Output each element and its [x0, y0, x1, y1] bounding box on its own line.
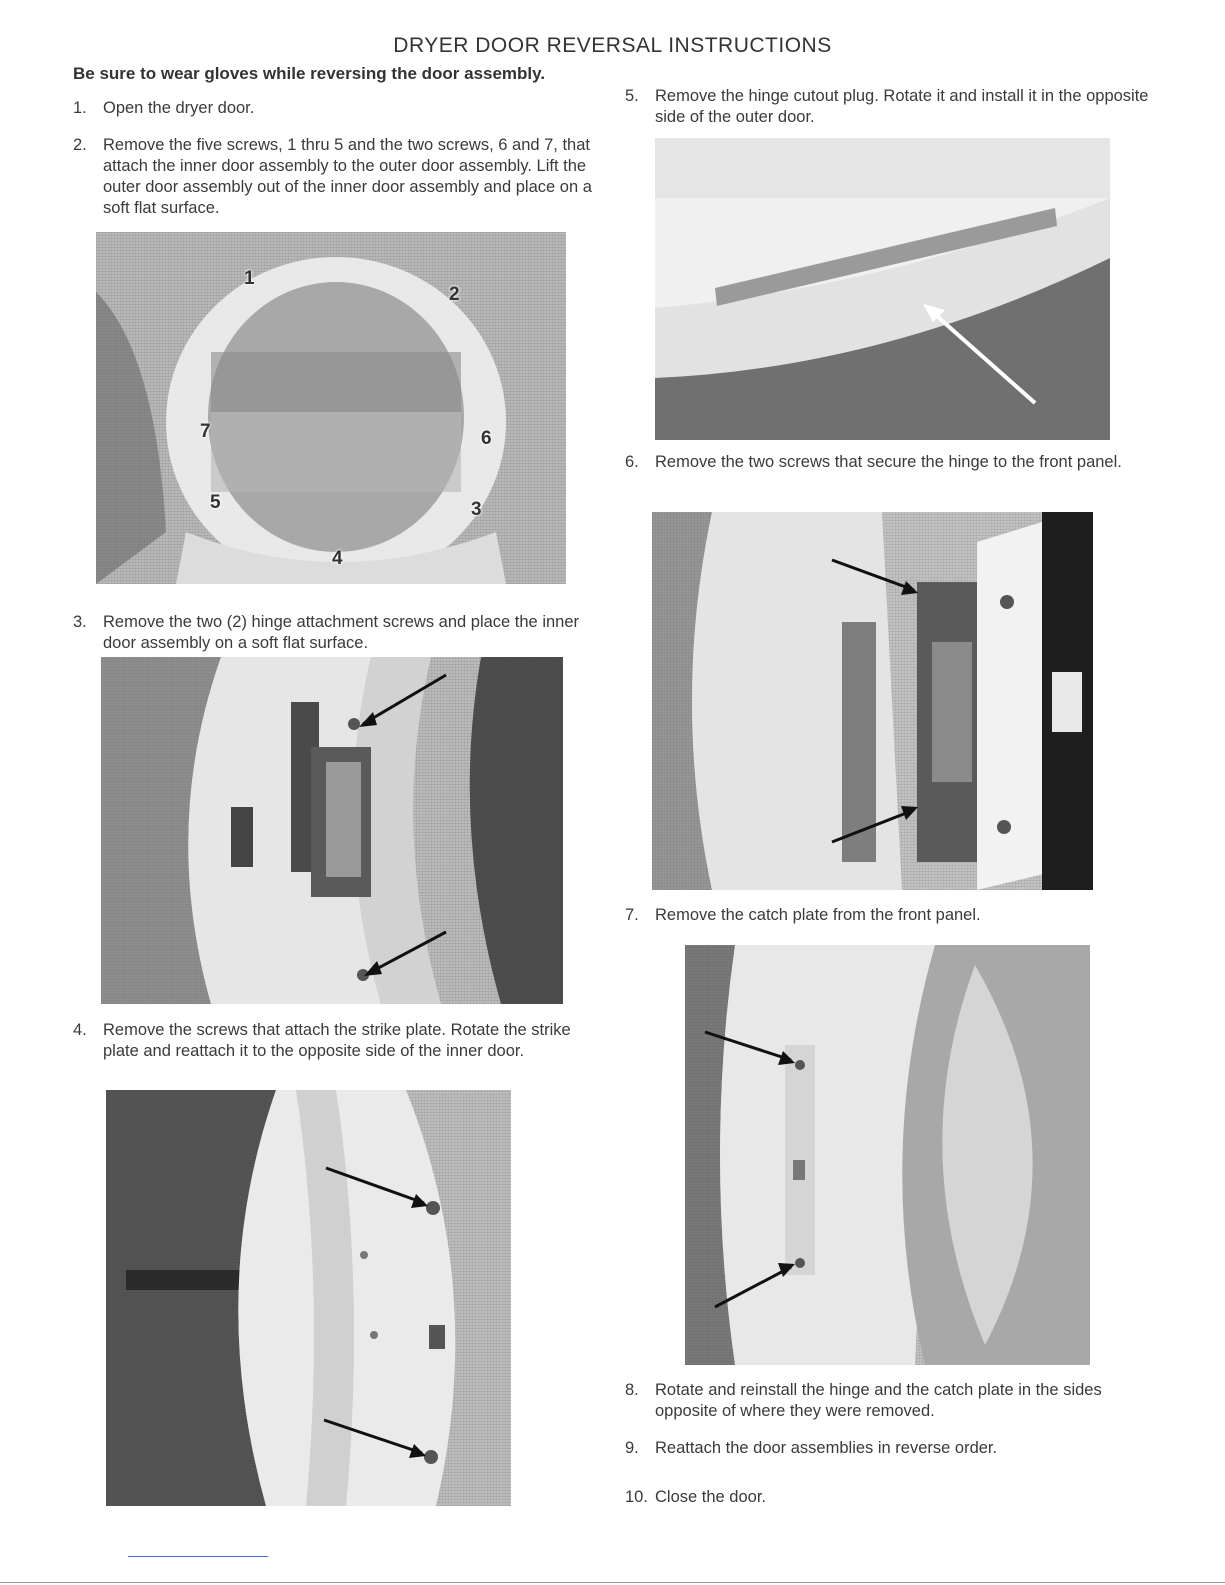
- step-text: Remove the hinge cutout plug. Rotate it and install it in the opposite side of the outer door.: [655, 87, 1149, 126]
- step-text: Remove the two screws that secure the hinge to the front panel.: [655, 453, 1122, 471]
- callout-4: 4: [332, 548, 343, 569]
- page-title: DRYER DOOR REVERSAL INSTRUCTIONS: [393, 34, 832, 57]
- step-number: 8.: [625, 1381, 639, 1399]
- photo-door-screws: [96, 232, 566, 584]
- step-5: [625, 86, 1165, 128]
- step-number: 1.: [73, 99, 87, 117]
- photo-hinge-screws: [101, 657, 563, 1004]
- callout-7: 7: [200, 421, 211, 442]
- step-text: Open the dryer door.: [103, 99, 255, 117]
- step-text: Remove the screws that attach the strike plate. Rotate the strike plate and reattach it to the opposite side of the inner door.: [103, 1021, 571, 1060]
- footer-line: [128, 1556, 268, 1557]
- step-3: [73, 612, 603, 654]
- step-10: [625, 1487, 1165, 1508]
- step-number: 2.: [73, 136, 87, 154]
- callout-3: 3: [471, 499, 482, 520]
- warning-text: Be sure to wear gloves while reversing the door assembly.: [73, 64, 546, 83]
- step-7: [625, 905, 1165, 926]
- step-text: Remove the five screws, 1 thru 5 and the two screws, 6 and 7, that attach the inner door assembly to the outer door assembly. Lift the outer door assembly out of the inner door assembly and place on a soft flat surface.: [103, 136, 592, 217]
- step-text: Close the door.: [655, 1488, 766, 1506]
- step-9: [625, 1438, 1165, 1459]
- step-number: 7.: [625, 906, 639, 924]
- step-number: 6.: [625, 453, 639, 471]
- callout-5: 5: [210, 492, 221, 513]
- step-number: 3.: [73, 613, 87, 631]
- callout-2: 2: [449, 284, 460, 305]
- step-number: 5.: [625, 87, 639, 105]
- step-text: Rotate and reinstall the hinge and the catch plate in the sides opposite of where they were removed.: [655, 1381, 1102, 1420]
- step-1: [73, 98, 603, 119]
- photo-hinge-cutout-plug: [655, 138, 1110, 440]
- step-4: [73, 1020, 603, 1062]
- step-text: Reattach the door assemblies in reverse order.: [655, 1439, 998, 1457]
- photo-hinge-front-panel: [652, 512, 1093, 890]
- step-number: 4.: [73, 1021, 87, 1039]
- bottom-rule: [0, 1582, 1225, 1583]
- step-2: [73, 135, 603, 219]
- step-text: Remove the catch plate from the front panel.: [655, 906, 981, 924]
- step-number: 9.: [625, 1439, 639, 1457]
- step-8: [625, 1380, 1165, 1422]
- step-text: Remove the two (2) hinge attachment screws and place the inner door assembly on a soft flat surface.: [103, 613, 580, 652]
- step-number: 10.: [625, 1488, 648, 1506]
- callout-6: 6: [481, 428, 492, 449]
- step-6: [625, 452, 1165, 473]
- callout-1: 1: [244, 268, 255, 289]
- photo-catch-plate: [685, 945, 1090, 1365]
- photo-strike-plate: [106, 1090, 511, 1506]
